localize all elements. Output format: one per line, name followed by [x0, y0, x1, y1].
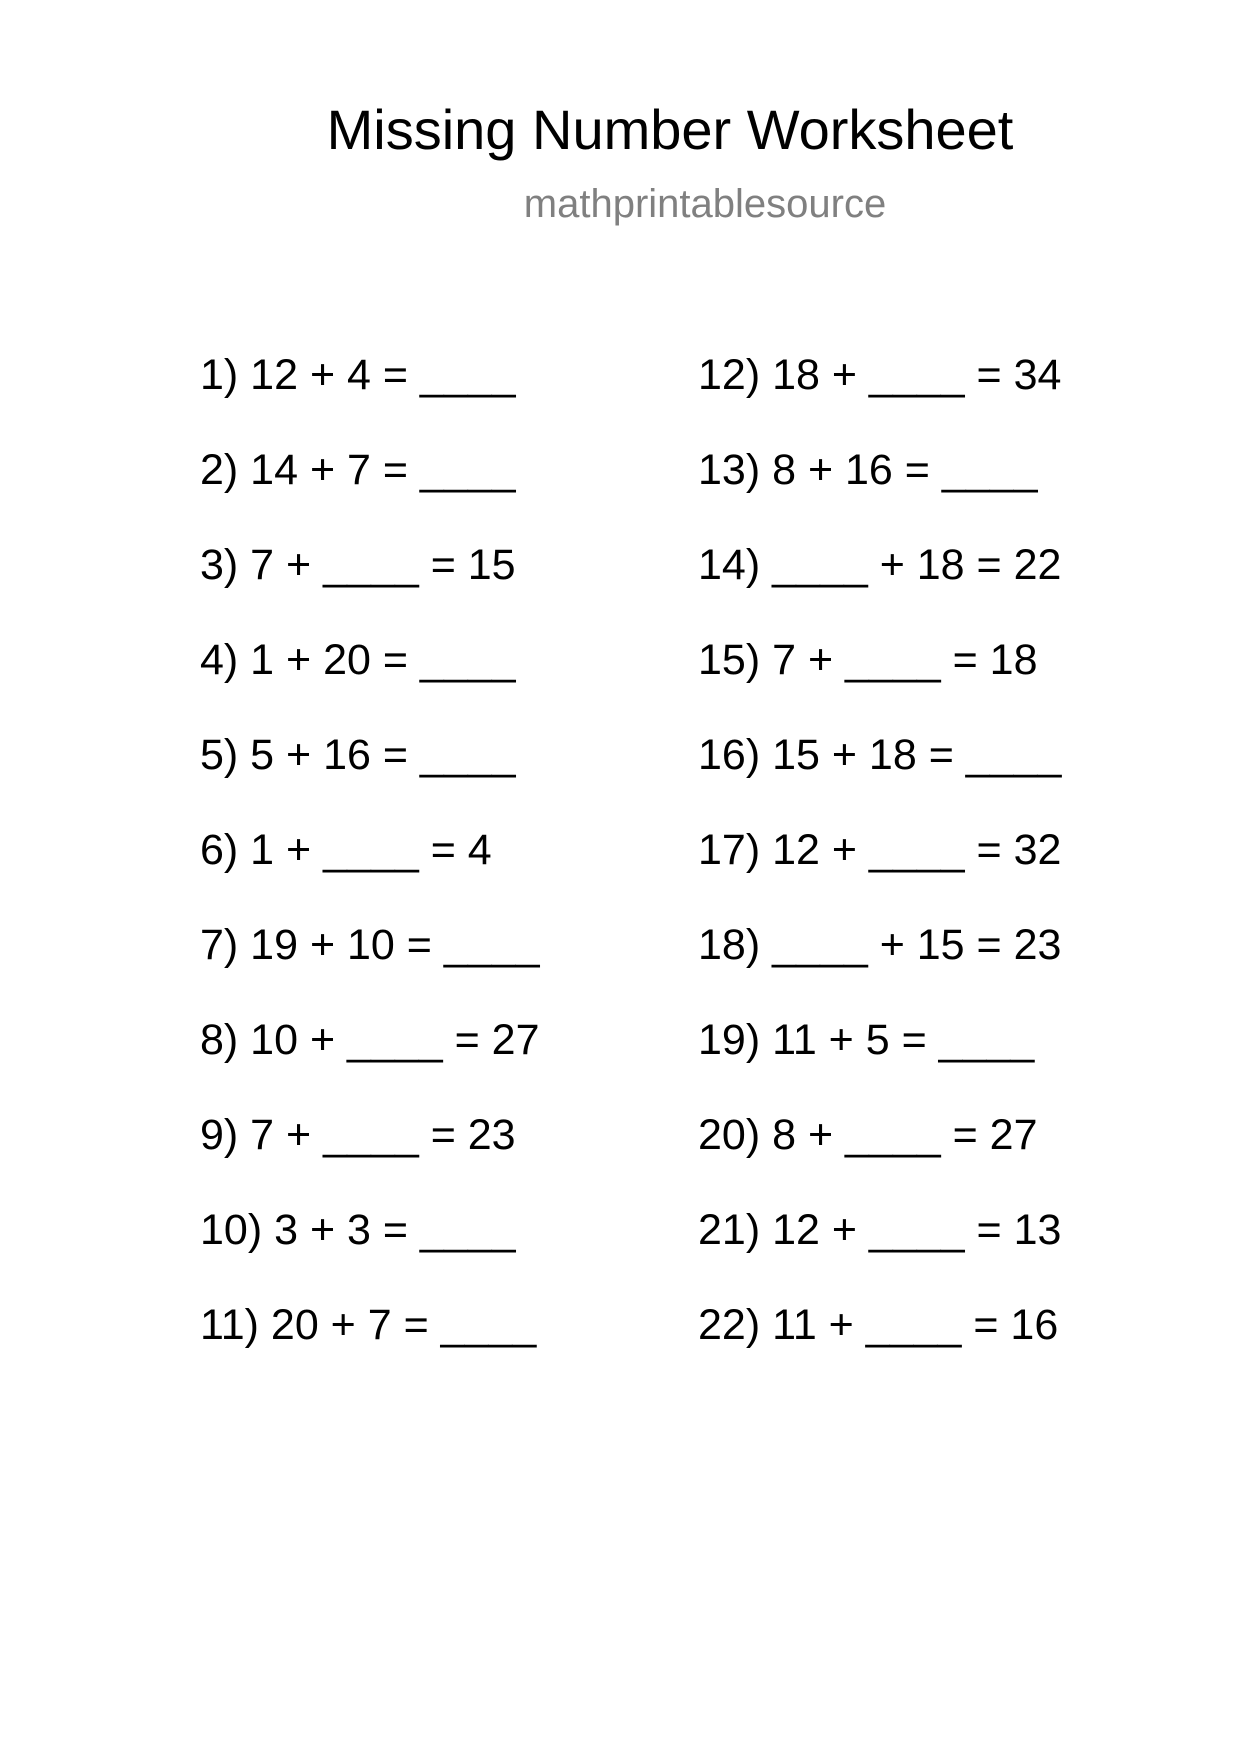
problem-14: 14) ____ + 18 = 22	[698, 541, 1062, 589]
problem-15: 15) 7 + ____ = 18	[698, 636, 1038, 684]
problem-20: 20) 8 + ____ = 27	[698, 1111, 1038, 1159]
problem-12: 12) 18 + ____ = 34	[698, 351, 1062, 399]
problem-7: 7) 19 + 10 = ____	[200, 921, 540, 969]
page-title: Missing Number Worksheet	[326, 98, 1014, 161]
problem-18: 18) ____ + 15 = 23	[698, 921, 1062, 969]
right-problem-column	[698, 350, 1218, 1395]
problem-5: 5) 5 + 16 = ____	[200, 731, 516, 779]
problem-11: 11) 20 + 7 = ____	[200, 1301, 537, 1349]
problem-2: 2) 14 + 7 = ____	[200, 446, 516, 494]
page-subtitle: mathprintablesource	[523, 182, 887, 226]
problem-3: 3) 7 + ____ = 15	[200, 541, 516, 589]
problem-19: 19) 11 + 5 = ____	[698, 1016, 1035, 1064]
problem-1: 1) 12 + 4 = ____	[200, 351, 516, 399]
problem-10: 10) 3 + 3 = ____	[200, 1206, 516, 1254]
problem-9: 9) 7 + ____ = 23	[200, 1111, 516, 1159]
problem-21: 21) 12 + ____ = 13	[698, 1206, 1062, 1254]
left-problem-column	[200, 350, 720, 1395]
problem-6: 6) 1 + ____ = 4	[200, 826, 492, 874]
problem-13: 13) 8 + 16 = ____	[698, 446, 1038, 494]
problem-8: 8) 10 + ____ = 27	[200, 1016, 540, 1064]
problem-17: 17) 12 + ____ = 32	[698, 826, 1062, 874]
problem-22: 22) 11 + ____ = 16	[698, 1301, 1059, 1349]
problem-4: 4) 1 + 20 = ____	[200, 636, 516, 684]
problem-16: 16) 15 + 18 = ____	[698, 731, 1062, 779]
